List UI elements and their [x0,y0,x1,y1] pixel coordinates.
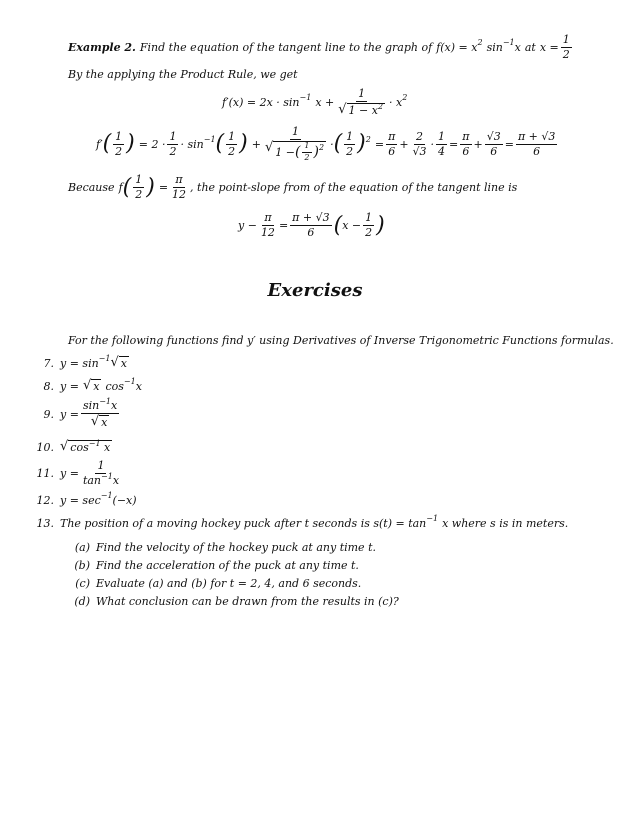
exercise-10 [30,440,112,454]
eval-final-den: 6 [533,144,541,158]
example-text: Find the equation of the tangent line to the graph of [139,41,433,55]
eval-sqrt3-6 [485,131,503,158]
exercise-7-sqrt: √ x [110,355,127,370]
tangent-half-num: 1 [363,212,374,226]
exercise-9-x: x [110,399,118,412]
because-rest: , the point-slope from of the equation of the tangent line is [190,181,518,195]
deriv-fraction [336,88,387,117]
eval-plus-1: + [251,137,261,151]
eval-root-num: 1 [290,126,301,140]
tangent-pi: π [262,212,273,226]
eval-2-sqrt3 [411,131,429,158]
tangent-12: 12 [260,226,275,240]
deriv-plus: x + [315,96,335,110]
exercise-8-sqrt: √ x [82,378,100,393]
tangent-slope [290,212,331,239]
derivative-equation [222,88,407,117]
eval-six-b: 6 [462,144,470,158]
exercise-10-sup: −1 [88,439,101,448]
exercise-13a [68,541,376,554]
deriv-rad-exp: 2 [377,102,384,112]
because-f: f [118,181,123,195]
because-text: Because [68,181,115,195]
exercise-9-sqrt: √ x [90,414,108,430]
example-statement [68,34,574,61]
eval-1-4 [436,131,447,158]
exercise-10-sqrt: √ $\cos^{-1} x$ [60,439,111,454]
exercise-13-tail: x where s is in meters. [442,517,569,530]
exercise-number: 8. [43,379,54,393]
tangent-x: x − [342,219,362,233]
deriv-frac-num: 1 [356,88,367,102]
eval-half-4-exp: 2 [365,134,371,144]
eval-half-3 [226,131,237,158]
eval-half-3-num: 1 [226,131,237,145]
eval-pi-6-a [386,131,397,158]
example-xeq: x = [539,41,559,55]
eval-six-c: 6 [490,144,498,158]
sub-text: Find the acceleration of the puck at any time t. [96,559,359,572]
eval-sqrt: √ 1 − ( $\frac{1}{2}$ ) 2 [264,140,325,162]
example-half [561,34,572,61]
exercise-11-den [81,474,121,487]
eval-half-1 [113,131,124,158]
example-intro: By the applying the Product Rule, we get [68,68,298,81]
eval-half-2-num: 1 [167,131,178,145]
exercise-13d [68,595,399,608]
eval-half-2-den: 2 [169,144,177,158]
exercise-9-sin: sin [82,399,100,412]
eval-one-minus: 1 − [275,145,295,159]
eval-half-4-den: 2 [346,144,354,158]
eval-pi-6-b [460,131,471,158]
because-pi-12 [170,174,188,201]
exercise-11 [30,460,123,487]
tangent-y: y − [238,219,257,233]
exercise-number: 7. [43,356,54,370]
eval-plus-2: + [399,137,409,151]
half-num: 1 [561,34,572,48]
eval-sin-exp: −1 [203,134,216,144]
tangent-equation: y − $\frac{\pi}{12}$ = $\frac{\pi + √3}{6}$ ( x − $\frac{1}{2}$ ) [238,211,385,240]
eval-sqrt3-a: √3 [412,144,427,158]
eval-half-3-den: 2 [228,144,236,158]
eval-sqrt3-b: √3 [485,131,503,145]
tangent-half-den: 2 [365,226,373,240]
exercise-13 [30,514,569,530]
evaluation-equation: f′ ( $\frac{1}{2}$ ) = 2 · $\frac{1}{2}$ · sin −1 ( $\frac{1}{2}$ ) + 1 √ 1 − ( $\frac{1}{2}$ ) 2 · ( $\frac{1}{2}$ ) 2 = $\frac{\pi}{6}$ + $\frac{2}{√3}$ · $\frac{1}{4}$ = $\frac{\pi}{6}$ + $\frac{√3}{6}$ = $\frac{\pi + √3}{6}$ [96,125,556,162]
eval-small-exp: 2 [318,142,325,152]
eval-small-half-den: 2 [304,152,310,162]
exercise-12-pre: y = sec [60,494,101,507]
example-fx: f(x) = x [436,41,478,55]
eval-pi-a: π [386,131,397,145]
exercise-8-sup: −1 [123,376,136,386]
exercise-13c [68,577,361,590]
eval-root-fraction [263,126,328,163]
eval-small-half-num: 1 [302,142,311,153]
exercise-11-fraction [81,460,121,487]
sub-text: What conclusion can be drawn from the results in (c)? [96,595,399,608]
example-at: at [524,41,536,55]
exercise-9-sup: −1 [99,397,111,406]
exercises-instruction: For the following functions find y′ using Derivatives of Inverse Trigonometric Functions formulas. [68,334,614,347]
exercise-9-rad: x [101,416,108,430]
exercise-11-num: 1 [95,460,106,474]
exercise-number: 10. [36,440,54,454]
because-half-num: 1 [133,174,144,188]
deriv-lhs: f′(x) = 2x · sin [222,96,300,110]
exercise-number: 13. [36,517,54,530]
deriv-inv: −1 [299,93,312,103]
sub-label: (d) [74,595,90,608]
exercise-9-den [89,414,112,429]
exercise-9 [30,397,121,430]
eval-plus-3: + [473,137,483,151]
exercise-7-rad: x [120,357,127,370]
example-sin: sin [486,41,503,55]
because-pi: π [173,174,184,188]
deriv-frac-den [336,102,387,117]
exercise-8 [30,376,142,393]
deriv-tail: · x [389,96,403,110]
exercise-8-tail: x [135,379,142,393]
eval-half-4-num: 1 [344,131,355,145]
tangent-half [363,212,374,239]
exercise-9-num [81,397,119,414]
eval-final [516,131,557,158]
eval-four: 4 [438,144,446,158]
example-label: Example 2. [68,41,136,55]
eval-sin: · sin [180,137,204,151]
exercise-number: 12. [36,494,54,507]
eval-small-half [302,142,311,163]
exercise-9-pre: y = [60,408,79,422]
eval-half-1-num: 1 [113,131,124,145]
sub-text: Evaluate (a) and (b) for t = 2, 4, and 6 seconds. [96,577,362,590]
deriv-tail-exp: 2 [402,93,408,103]
exercise-8-cos: cos [105,379,124,393]
tangent-slope-num: π + √3 [290,212,331,226]
exercise-13-sup: −1 [426,514,439,523]
exercise-11-sup: −1 [101,472,113,482]
exercise-7 [30,353,129,370]
eval-final-num: π + √3 [516,131,557,145]
exercise-13-text: The position of a moving hockey puck after t seconds is s(t) = tan [60,517,427,530]
because-12: 12 [172,188,187,202]
eval-six-a: 6 [388,144,396,158]
exercise-10-x: x [104,441,111,454]
exercise-12-sup: −1 [100,491,113,500]
deriv-rad: 1 − x [348,104,378,118]
eval-eq: = 2 · [138,137,166,151]
eval-half-2 [167,131,178,158]
exercise-8-rad: x [93,380,100,393]
half-den: 2 [562,48,570,62]
eval-half-1-den: 2 [115,144,123,158]
because-half [133,174,144,201]
sub-label: (b) [74,559,90,572]
example-x: x [514,41,521,55]
eval-pi-b: π [460,131,471,145]
exercise-number: 11. [36,467,54,481]
because-eq: = [158,181,169,195]
tangent-pi-12 [259,212,277,239]
exercise-12-tail: (−x) [112,494,137,507]
eval-one: 1 [436,131,447,145]
sub-label: (c) [75,577,90,590]
eval-half-4 [344,131,355,158]
exercise-11-pre: y = [60,467,79,481]
exercise-11-tan: tan [82,474,102,488]
exercise-7-pre: y = sin [60,356,99,370]
because-line: Because f ( $\frac{1}{2}$ ) = $\frac{\pi}{12}$ , the point-slope from of the equation of the tangent line is [68,173,518,202]
eval-two: 2 [414,131,425,145]
because-half-den: 2 [135,188,143,202]
tangent-slope-den: 6 [307,226,315,240]
example-fx-exp: 2 [477,38,483,48]
deriv-sqrt: √ $1 - x^2$ [338,102,384,118]
eval-f: f′ [96,137,103,151]
exercise-10-cos: cos [70,441,89,454]
exercise-12 [30,491,137,507]
sub-text: Find the velocity of the hockey puck at any time t. [96,541,376,554]
eval-root-den [263,140,328,163]
exercise-number: 9. [43,408,54,422]
exercise-8-pre: y = [60,379,79,393]
exercise-11-x: x [112,474,120,488]
example-sin-exp: −1 [502,38,515,48]
sub-label: (a) [74,541,90,554]
exercises-heading: Exercises [267,280,363,301]
exercise-7-sup: −1 [98,353,111,363]
exercise-9-fraction [81,397,119,430]
exercise-13b [68,559,359,572]
